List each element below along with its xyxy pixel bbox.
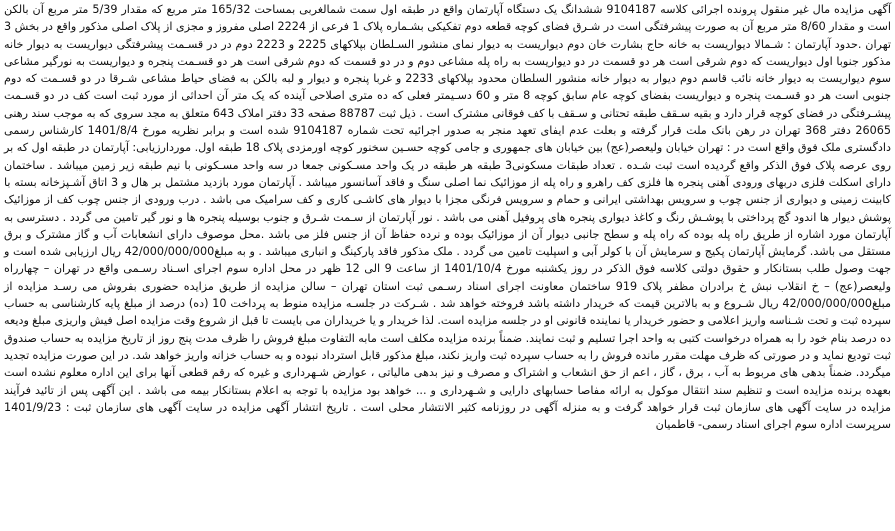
- auction-notice-text: آگهی مزایده مال غیر منقول پرونده اجرائی کلاسه 9104187 ششدانگ یک دستگاه آپارتمان واقع در طبقه اول سمت شمالغربی بمساحت 165/32 متر مربع که مقدار 5/39 متر مربع آن بالکن است و مقدار 8/60 متر مربع آن به صورت پیشرفتگی است در شـرق فضای کوچه قطعه دوم تفکیکی بشـماره پلاک 1 فرعی از 2224 اصلی مفروز و مجزی از پلاک اصلی مذکور واقع در بخش 3 تهران .حدود آپارتمان : شـمالا دیواریست به خانه حاج بشارت خان دوم دیواریست به دیوار نمای منشور السـلطان بپلاکهای 2225 و 2223 دوم در در قسـمت پیشرفتگی دیواریست به دیوار خانه مذکور جنوبا اول دیواریست که دوم شرقی است هر دو قسمت در دو دیواریست به راه پله مشاعی دوم و در دو قسمت که دوم شرقی است هر دو قسـمت پنجره و دیواریست به نورگیر مشاعی سوم دیواریست به دیوار خانه نائب قاسم دوم دیوار به دیوار خانه منشور السلطان محدود بپلاکهای 2233 و غربا پنجره و دیوار و لبه بالکن به فضای حیاط مشاعی شـرقا در دو قسـمت که دوم جنوبی است هر دو قسـمت پنجره و دیواریست بفضای کوچه عام سابق کوچه 8 متر و 60 دسـیمتر فعلی که ده متری اصلاحی آینده که یک متر آن احداثی از مورد ثبت است کف در دو قسـمت پیشـرفتگی در فضای کوچه قرار دارد و بقیه سـقف طبقه تحتانی و سـقف با کف فوقانی مشترک است . ذیل ثبت 88787 صفحه 33 دفتر املاک 643 متعلق به مجد سروی که به موجب سند رهنی 26065 دفتر 368 تهران در رهن بانک ملت قرار گرفته و بعلت عدم ایفای تعهد منجر به صدور اجرائیه تحت شماره 9104187 شده است و برابر نظریه مورخ 1401/8/4 کارشناس رسمی دادگستری ملک فوق واقع است در : تهران خیابان ولیعصر(عج) بین خیابان های جمهوری و جامی کوچه حسـین سخنور کوچه اورمزدی پلاک 18 طبقه اول. موردارزیابی: آپارتمان در طبقه اول که بر روی عرصه پلاک فوق الذکر واقع گردیده است ثبت شـده . تعداد طبقات مسکونی3 طبقه هر طبقه در یک واحد مسـکونی جمعا در سه واحد مسـکونی با نیم طبقه زیر زمین میباشد . ساختمان دارای اسکلت فلزی دربهای ورودی آهنی پنجره ها فلزی کف راهرو و راه پله از موزائیک نما اصلی سنگ و فاقد آسانسور میباشد . آپارتمان مورد بازدید مشتمل بر هال و 3 اتاق آشـپزخانه بسته با کابینت زمینی و دیواری از جنس چوب و سرویس بهداشتی ایرانی و حمام و سرویس فرنگی مجزا با دیوار های کاشـی کاری و کف سرامیک می باشد . درب ورودی از جنس چوب کف از موزائیک پوشش دیوار ها اندود گچ پرداختی با پوشـش رنگ و کاغذ دیواری پنجره های پروفیل آهنی می باشد . نور آپارتمان از سـمت شـرق و جنوب بوسیله پنجره ها و نور گیر تامین می گردد . دسترسی به آپارتمان مورد اشاره از طریق راه پله بوده که راه پله و سطح جانبی دیوار آن از موزائیک بوده و نرده حفاظ آن از جنس فلز می باشد .محل موصوف دارای انشعابات آب و گاز مشترک و برق مستقل می باشد. گرمایش آپارتمان پکیج و سرمایش آن با کولر آبی و اسپلیت تامین می گردد . ملک مذکور فاقد پارکینگ و انباری میباشد . و به مبلغ42/000/000/000 ریال ارزیابی شده است و جهت وصول طلب بستانکار و حقوق دولتی کلاسه فوق الذکر در روز یکشنبه مورخ 1401/10/4 از ساعت 9 الی 12 ظهر در محل اداره سوم اجرای اسـناد رسـمی واقع در تهران – چهارراه ولیعصر(عج) – خ انقلاب نبش خ برادران مظفر پلاک 919 ساختمان معاونت اجرای اسناد رسـمی ثبت استان تهران – سالن مزایده از طریق مزایده حضوری بفروش می رسـد مزایده از مبلغ42/000/000/000 ریال شـروع و به بالاترین قیمت که خریدار داشته باشد فروخته خواهد شد . شـرکت در جلسـه مزایده منوط به پرداخت 10 (ده) درصد از مبلغ پایه کارشناسی به حساب سپرده ثبت و تحت شـناسه واریز اعلامی و حضور خریدار یا نماینده قانونی او در جلسه مزایده است. لذا خریدار و یا خریداران می بایست تا قبل از شروع وقت مزایده اصل فیش واریزی مبلغ ودیعه ده درصد بنام خود را به همراه درخواست کتبی به واحد اجرا تسلیم و ثبت نمایند. ضمناً برنده مزایده مکلف است مابه التفاوت مبلغ فروش را ظرف مدت پنج روز از تاریخ مزایده به حساب صندوق ثبت تودیع نماید و در صورتی که ظرف مهلت مقرر مانده فروش را به حساب سپرده ثبت واریز نکند، مبلغ مذکور قابل استرداد نبوده و به حساب خزانه واریز خواهد شد. در این صورت مزایده تجدید میگردد. ضمناً بدهی های مربوط به آب ، برق ، گاز ، اعم از حق انشعاب و اشتراک و مصرف و نیز بدهی مالیاتی ، عوارض شـهرداری و غیره که رقم قطعی آنها برای این اداره معلوم نشده است بعهده برنده مزایده است و تنظیم سند انتقال موکول به ارائه مفاصا حسابهای دارایی و شـهرداری و ... خواهد بود مزایده با توجه به اعلام بستانکار بیمه می باشد . این آگهی پس از تائید فرآیند مزایده در سایت آگهی های سازمان ثبت قرار خواهد گرفت و به منزله آگهی در روزنامه کثیر الانتشار محلی است . تاریخ انتشار آگهی مزایده در سایت آگهی های سازمان ثبت : 1401/9/23 سرپرست اداره سوم اجرای اسناد رسمی- قاطمیان: [4, 3, 892, 432]
